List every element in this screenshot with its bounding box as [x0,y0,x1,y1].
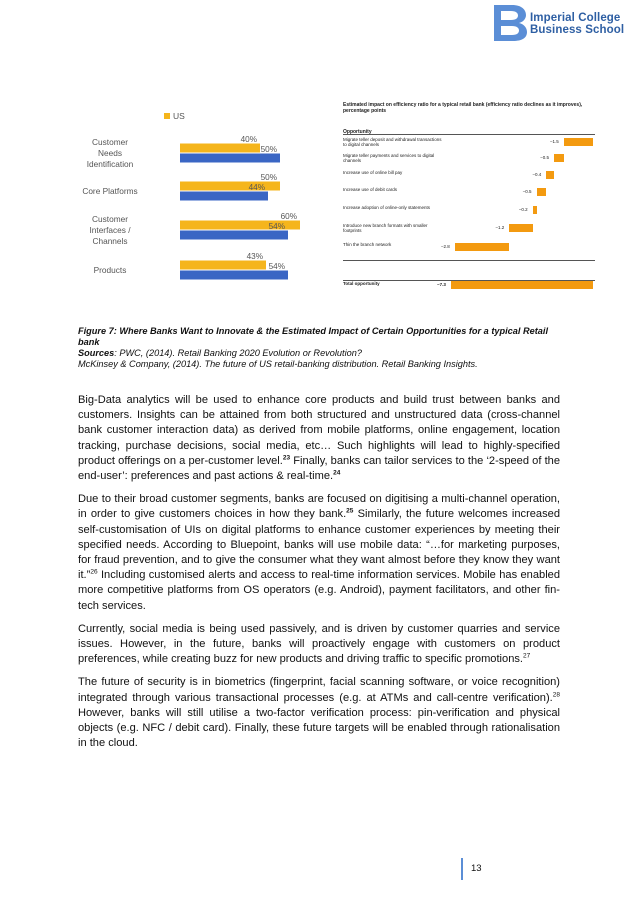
category-label: Identification [86,159,134,169]
category-label: Interfaces / [89,225,131,235]
p4-text-a: The future of security is in biometrics (fingerprint, facial scanning software, or voice recognition) integrated through various transactional processes (e.g. at ATMs and call-centre verification). [78,676,560,704]
bar-us [180,144,260,153]
legend-label-us: US [173,111,185,121]
logo-line-2: Business School [530,24,625,36]
waterfall-row-label: Increase adoption of online-only statements [343,205,431,210]
paragraph-3 [78,622,560,668]
data-label: 60% [280,212,297,221]
logo-b-mark [492,4,528,42]
data-label: 40% [240,135,257,144]
bar-us [180,182,280,191]
waterfall-bar [455,243,509,251]
category-label: Needs [98,148,122,158]
p3-text: Currently, social media is being used passively, and is driven by customer quarries and service issues. However, in the future, banks will proactively engage with customers on product preferences, while creating buzz for new products and driving traffic to specific promotions. [78,622,560,666]
p4-text-b: However, banks will still utilise a two-factor verification process: pin-verification and physical objects (e.g. NFC / debit card). Finally, these future targets will be enabled through rationalisation in the cloud. [78,706,560,750]
waterfall-value: −2.8 [440,244,450,249]
figure-source-1 [78,348,568,359]
waterfall-value: −0.5 [540,155,549,160]
figure-source-2: McKinsey & Company, (2014). The future of US retail-banking distribution. Retail Banking Insights. [78,359,478,369]
logo-wordmark [530,12,624,36]
waterfall-value: −1.5 [549,139,559,144]
waterfall-bar [554,154,564,162]
bar-us [180,261,266,270]
waterfall-bar [533,206,537,214]
footnote-ref-28[interactable]: 28 [552,690,560,698]
waterfall-row-label: Migrate teller deposit and withdrawal transactions to digital channels [343,137,442,147]
waterfall-row-label: Introduce new branch formats with smaller footprints [343,223,428,233]
data-label: 50% [260,173,277,182]
category-label: Products [93,265,127,275]
category-label: Customer [92,214,128,224]
bar-series-2 [180,271,288,280]
bar-series-2 [180,192,268,201]
legend-swatch-us [164,113,170,119]
bar-series-2 [180,231,288,240]
p1-text-a: Big-Data analytics will be used to enhance core products and build trust between banks and customers. Insights can be attained from both structured and unstructured data (cross-channel bank customer interaction data) as derived from mobile platforms, online engagement, location tracking, purchase decisions, social media, etc… Such highlights will lead to highly-specified product offerings on a per-customer level. [78,394,560,467]
waterfall-bar [537,188,547,196]
data-label: 54% [268,262,285,271]
waterfall-rule [343,134,595,135]
waterfall-title: Estimated impact on efficiency ratio for a typical retail bank (efficiency ratio declines as it improves), percentage points [343,102,583,114]
paragraph-4 [78,675,560,751]
data-label: 43% [246,252,263,261]
waterfall-total-bar [451,281,593,289]
footnote-ref-27[interactable]: 27 [523,652,531,660]
p1-text-b: Finally, banks can tailor services to the ‘2-speed of the end-user’: preferences and past actions & real-time. [78,454,560,483]
page-number-rule [461,858,463,880]
body-text [78,393,560,759]
figure-caption [78,326,568,370]
logo-line-1: Imperial College [530,12,621,24]
waterfall-header: Opportunity [343,129,372,135]
waterfall-rule [343,260,595,261]
p2-text-a: Due to their broad customer segments, banks are focused on digitising a multi-channel operation, in order to give customers choices in how they bank. [78,493,560,521]
data-label: 54% [268,222,285,231]
figure-title: Figure 7: Where Banks Want to Innovate & the Estimated Impact of Certain Opportunities for a typical Retail bank [78,326,548,347]
waterfall-row-label: Increase use of debit cards [343,187,398,192]
category-label: Core Platforms [82,186,138,196]
waterfall-total-value: −7.3 [437,282,446,287]
sources-label: Sources [78,348,115,358]
bar-series-2 [180,154,280,163]
imperial-college-logo [492,4,632,44]
p2-text-c: Including customised alerts and access to real-time information services. Mobile has enabled more competitive platforms from OS operators (e.g. Android), payment facilitators, and other fin-tech services. [78,569,560,612]
waterfall-total-label: Total opportunity [343,281,380,286]
footnote-ref-23[interactable]: 23 [282,454,291,462]
waterfall-value: −1.2 [495,225,505,230]
waterfall-value: −0.5 [522,189,532,194]
footnote-ref-25[interactable]: 25 [346,507,354,515]
waterfall-bar [564,138,593,146]
footnote-ref-26[interactable]: 26 [90,568,98,576]
data-label: 44% [248,183,265,192]
data-label: 50% [260,145,277,154]
innovation-bar-chart [30,108,330,298]
p2-text-b: Similarly, the future welcomes increased self-customisation of UIs on digital platforms to enhance customer experiences by meeting their specified needs. According to Bluepoint, banks will use mobile data: “…for marketing purposes, for fraud prevention, and to give the consumer what they want almost before they know they want it.” [78,508,560,582]
category-label: Channels [92,236,128,246]
paragraph-1 [78,393,560,484]
waterfall-row-label: Increase use of online bill pay [343,170,403,175]
waterfall-value: −0.2 [518,207,528,212]
footnote-ref-24[interactable]: 24 [333,469,341,477]
waterfall-row-label: Migrate teller payments and services to digital channels [343,153,435,163]
category-label: Customer [92,137,128,147]
efficiency-waterfall-chart [343,102,598,292]
waterfall-bar [546,171,554,179]
waterfall-value: −0.4 [532,172,542,177]
page-number: 13 [471,863,482,874]
waterfall-bar [509,224,532,232]
source-1-text: : PWC, (2014). Retail Banking 2020 Evolution or Revolution? [114,348,362,358]
waterfall-row-label: Thin the branch network [343,242,392,247]
paragraph-2 [78,492,560,614]
